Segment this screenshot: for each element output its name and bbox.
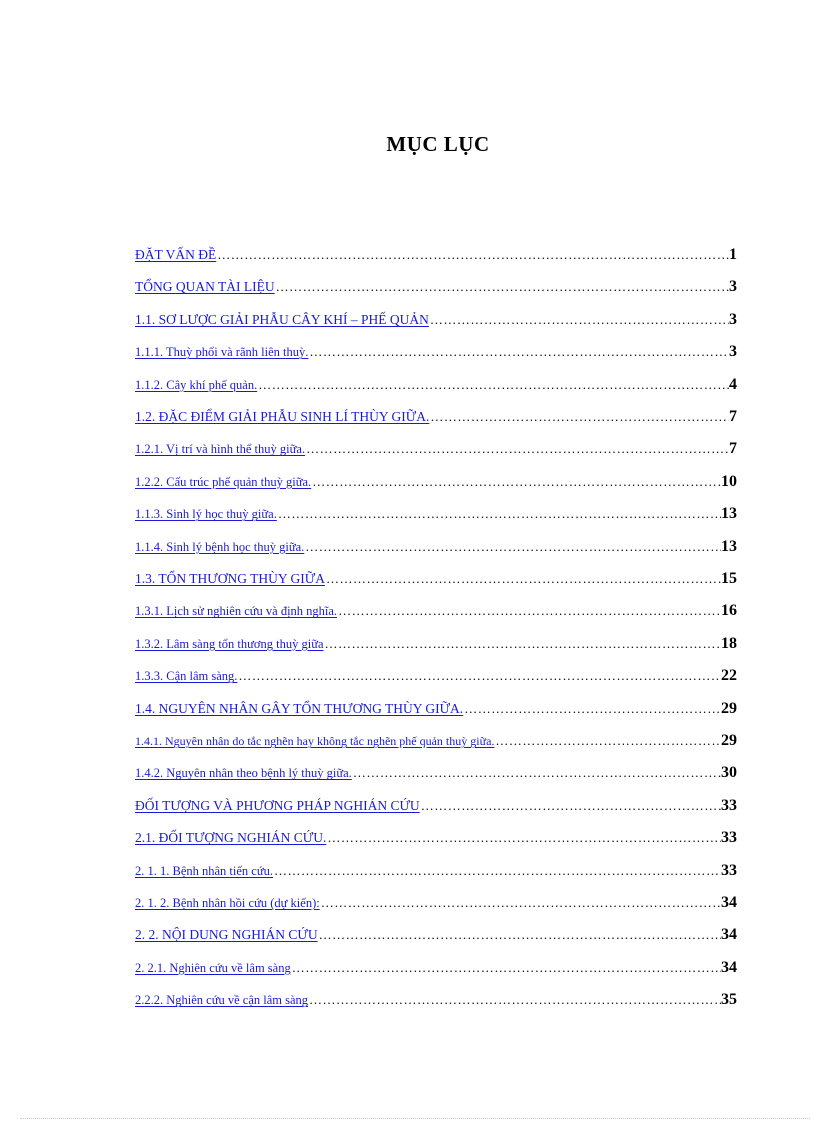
toc-dot-leader xyxy=(420,798,721,814)
toc-entry-link[interactable]: 1.2. ĐẶC ĐIỂM GIẢI PHẪU SINH LÍ THÙY GIỮA. xyxy=(135,409,430,424)
toc-dot-leader xyxy=(429,409,729,425)
toc-dot-leader xyxy=(352,765,721,781)
toc-entry-link[interactable]: 1.1.1. Thuỳ phổi và rãnh liên thuỳ. xyxy=(135,345,309,360)
toc-entry-link[interactable]: 1.4. NGUYÊN NHÂN GÂY TỔN THƯƠNG THÙY GIỮA. xyxy=(135,700,464,716)
toc-dot-leader xyxy=(275,279,729,295)
toc-entry xyxy=(135,246,737,268)
toc-page-number: 22 xyxy=(721,667,737,685)
toc-page-number: 29 xyxy=(721,732,737,749)
toc-dot-leader xyxy=(429,312,729,328)
toc-page-number: 33 xyxy=(721,796,737,814)
toc-page-number: 1 xyxy=(729,246,737,263)
toc-entry-link[interactable]: 1.4.1. Nguyên nhân do tắc nghẽn hay không tắc nghẽn phế quản thuỳ giữa. xyxy=(135,734,495,748)
toc-entry xyxy=(135,440,737,462)
toc-entry-link[interactable]: 2. 2.1. Nghiên cứu về lâm sàng xyxy=(135,960,291,975)
toc-dot-leader xyxy=(326,830,721,846)
toc-entry xyxy=(135,538,737,560)
toc-page-number: 33 xyxy=(721,861,737,879)
toc-entry xyxy=(135,764,737,786)
toc-entry xyxy=(135,926,737,948)
toc-entry xyxy=(135,667,737,689)
toc-page-number: 33 xyxy=(721,829,737,847)
toc-entry-link[interactable]: 1.1.4. Sinh lý bệnh học thuỳ giữa. xyxy=(135,539,305,554)
toc-page-number: 16 xyxy=(721,602,737,620)
toc-page-number: 34 xyxy=(721,926,737,944)
toc-page-number: 13 xyxy=(721,537,737,555)
toc-entry xyxy=(135,991,737,1013)
toc-entry-link[interactable]: 1.3. TỔN THƯƠNG THÙY GIỮA xyxy=(135,571,325,586)
toc-entry xyxy=(135,700,737,722)
toc-entry xyxy=(135,635,737,657)
toc-dot-leader xyxy=(324,636,721,652)
toc-page-number: 3 xyxy=(729,278,737,296)
toc-page-number: 4 xyxy=(729,375,737,393)
page-bottom-divider xyxy=(20,1118,810,1119)
toc-page-number: 34 xyxy=(721,958,737,976)
toc-dot-leader xyxy=(320,895,721,911)
toc-page-number: 3 xyxy=(729,310,737,328)
toc-entry-link[interactable]: 2.1. ĐỐI TƯỢNG NGHIÁN CỨU. xyxy=(135,830,327,846)
toc-dot-leader xyxy=(277,506,721,522)
toc-dot-leader xyxy=(463,701,721,717)
toc-dot-leader xyxy=(273,863,721,879)
toc-entry-link[interactable]: 1.4.2. Nguyên nhân theo bệnh lý thuỳ giữa. xyxy=(135,766,352,781)
toc-entry xyxy=(135,376,737,398)
toc-entry-link[interactable]: 1.2.1. Vị trí và hình thể thuỳ giữa. xyxy=(135,442,306,457)
toc-dot-leader xyxy=(308,992,721,1008)
toc-page-number: 35 xyxy=(721,991,737,1009)
toc-page-number: 15 xyxy=(721,570,737,587)
toc-entry xyxy=(135,278,737,300)
toc-entry xyxy=(135,473,737,495)
toc-dot-leader xyxy=(237,668,721,684)
toc-dot-leader xyxy=(318,927,721,943)
toc-entry-link[interactable]: 1.3.1. Lịch sử nghiên cứu và định nghĩa. xyxy=(135,604,338,619)
toc-page-number: 18 xyxy=(721,634,737,652)
toc-entry xyxy=(135,570,737,592)
toc-entry xyxy=(135,343,737,365)
toc-entry-link[interactable]: 1.3.3. Cận lâm sàng. xyxy=(135,669,238,684)
toc-entry xyxy=(135,797,737,819)
toc-entry xyxy=(135,408,737,430)
toc-entry-link[interactable]: 1.1.3. Sinh lý học thuỳ giữa. xyxy=(135,507,277,522)
toc-entry-link[interactable]: 2. 2. NỘI DUNG NGHIÁN CỨU xyxy=(135,927,318,943)
toc-entry xyxy=(135,311,737,333)
toc-dot-leader xyxy=(291,960,721,976)
toc-entry-link[interactable]: ĐẶT VẤN ĐỀ xyxy=(135,247,217,262)
toc-page-number: 7 xyxy=(729,408,737,425)
toc-entry xyxy=(135,959,737,981)
toc-entry-link[interactable]: 1.1.2. Cây khí phế quản. xyxy=(135,377,258,392)
toc-entry xyxy=(135,894,737,916)
toc-entry xyxy=(135,862,737,884)
toc-entry-link[interactable]: 2. 1. 1. Bệnh nhân tiến cứu. xyxy=(135,863,274,878)
toc-entry-link[interactable]: 1.3.2. Lâm sàng tổn thương thuỳ giữa xyxy=(135,636,324,651)
toc-dot-leader xyxy=(308,344,729,360)
toc-dot-leader xyxy=(257,377,729,393)
toc-entry-link[interactable]: TỔNG QUAN TÀI LIỆU xyxy=(135,279,275,295)
toc-entry xyxy=(135,505,737,527)
page-title: MỤC LỤC xyxy=(386,132,490,156)
toc-entry-link[interactable]: ĐỐI TƯỢNG VÀ PHƯƠNG PHÁP NGHIÁN CỨU xyxy=(135,797,420,813)
toc-dot-leader xyxy=(494,733,721,749)
toc-entry-link[interactable]: 2. 1. 2. Bệnh nhân hồi cứu (dự kiến): xyxy=(135,896,320,910)
toc-entry-link[interactable]: 2.2.2. Nghiên cứu về cận lâm sàng xyxy=(135,993,309,1008)
toc-entry xyxy=(135,829,737,851)
toc-dot-leader xyxy=(337,603,721,619)
toc-page-number: 10 xyxy=(721,472,737,490)
toc-entry xyxy=(135,732,737,754)
toc-page-number: 29 xyxy=(721,699,737,717)
toc-dot-leader xyxy=(325,571,721,587)
toc-dot-leader xyxy=(311,474,721,490)
toc-dot-leader xyxy=(305,441,729,457)
toc-page-number: 34 xyxy=(721,894,737,911)
toc-page-number: 13 xyxy=(721,505,737,523)
toc-entry-link[interactable]: 1.2.2. Cấu trúc phế quản thuỳ giữa. xyxy=(135,474,312,489)
toc-dot-leader xyxy=(304,539,721,555)
toc-entry xyxy=(135,602,737,624)
toc-entry-link[interactable]: 1.1. SƠ LƯỢC GIẢI PHẪU CÂY KHÍ – PHẾ QUẢN xyxy=(135,311,429,327)
toc-page-number: 7 xyxy=(729,440,737,458)
toc-page-number: 30 xyxy=(721,764,737,782)
toc-dot-leader xyxy=(216,247,729,263)
toc-page-number: 3 xyxy=(729,343,737,361)
